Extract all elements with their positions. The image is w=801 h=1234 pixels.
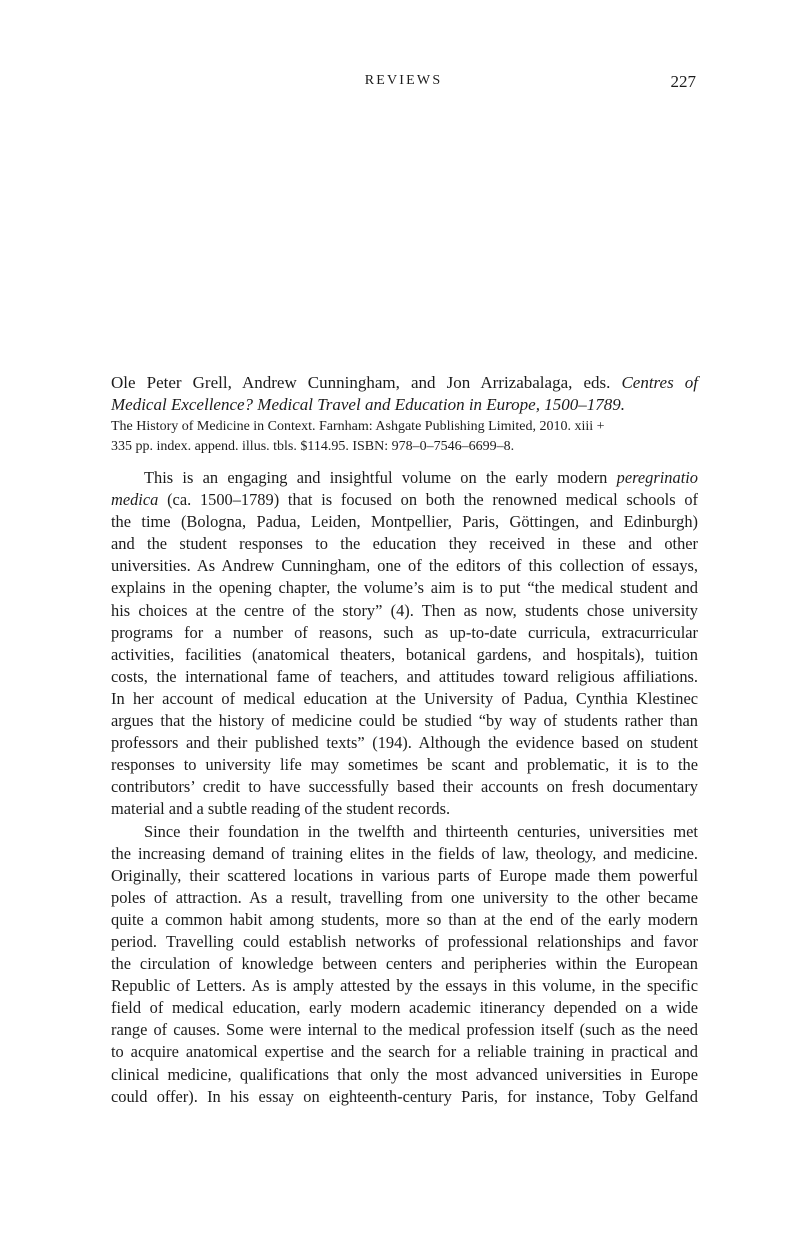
text-line: Since their foundation in the twelfth and thirteenth centuries, universities met bbox=[144, 821, 698, 841]
text-line: range of causes. Some were internal to the medical profession itself (such as the need bbox=[111, 1020, 698, 1040]
text-line: responses to university life may sometimes be scant and problematic, it is to the bbox=[111, 755, 698, 775]
page-number: 227 bbox=[670, 72, 696, 91]
text-line: Originally, their scattered locations in various parts of Europe made them powerful bbox=[111, 865, 698, 885]
italic-term: peregrinatio bbox=[616, 468, 698, 487]
text-line: could offer). In his essay on eighteenth-century Paris, for instance, Toby Gelfand bbox=[111, 1086, 698, 1106]
running-head bbox=[0, 73, 801, 97]
text-line: the circulation of knowledge between centers and peripheries within the European bbox=[111, 954, 698, 974]
text-line: material and a subtle reading of the student records. bbox=[111, 799, 451, 819]
text-line bbox=[111, 467, 698, 489]
text-line bbox=[111, 489, 698, 511]
text-line: argues that the history of medicine could be studied “by way of students rather than bbox=[111, 711, 698, 731]
section-title: REVIEWS bbox=[364, 73, 443, 88]
citation-meta-line: 335 pp. index. append. illus. tbls. $114.95. ISBN: 978–0–7546–6699–8. bbox=[111, 438, 515, 454]
paragraph-1 bbox=[111, 467, 698, 821]
text-line: the increasing demand of training elites in the fields of law, theology, and medicine. bbox=[111, 843, 698, 863]
text-line: clinical medicine, qualifications that only the most advanced universities in Europe bbox=[111, 1064, 698, 1084]
text-line: universities. As Andrew Cunningham, one of the editors of this collection of essays, bbox=[111, 556, 698, 576]
review-body bbox=[111, 467, 698, 1108]
text-line: costs, the international fame of teachers, and attitudes toward religious affiliations. bbox=[111, 666, 698, 686]
text-line: poles of attraction. As a result, travelling from one university to the other became bbox=[111, 887, 698, 907]
citation-title-start: Centres of bbox=[621, 373, 698, 392]
text-line: explains in the opening chapter, the volume’s aim is to put “the medical student and bbox=[111, 578, 698, 598]
text-line: period. Travelling could establish networks of professional relationships and favor bbox=[111, 931, 698, 951]
text-line: to acquire anatomical expertise and the search for a reliable training in practical and bbox=[111, 1042, 698, 1062]
text-line: field of medical education, early modern academic itinerancy depended on a wide bbox=[111, 998, 698, 1018]
citation-publication-details bbox=[111, 417, 698, 456]
text-line: the time (Bologna, Padua, Leiden, Montpellier, Paris, Göttingen, and Edinburgh) bbox=[111, 512, 698, 532]
text-line: programs for a number of reasons, such as up-to-date curricula, extracurricular bbox=[111, 622, 698, 642]
citation-meta-line: The History of Medicine in Context. Farnham: Ashgate Publishing Limited, 2010. xiii + bbox=[111, 419, 605, 434]
italic-term: medica bbox=[111, 490, 159, 510]
text-span: (ca. 1500–1789) that is focused on both the renowned medical schools of bbox=[158, 490, 698, 510]
text-span: This is an engaging and insightful volume on the early modern bbox=[144, 468, 617, 487]
citation-line bbox=[111, 372, 698, 394]
text-line: and the student responses to the education they received in these and other bbox=[111, 534, 698, 554]
text-line: his choices at the centre of the story” (4). Then as now, students chose university bbox=[111, 600, 698, 620]
citation-line bbox=[111, 394, 698, 416]
text-line: quite a common habit among students, more so than at the end of the early modern bbox=[111, 909, 698, 929]
citation-title-end: Medical Excellence? Medical Travel and Education in Europe, 1500–1789. bbox=[111, 395, 625, 414]
book-citation bbox=[111, 372, 698, 456]
text-line: professors and their published texts” (194). Although the evidence based on student bbox=[111, 733, 698, 753]
text-line: Republic of Letters. As is amply attested by the essays in this volume, in the specific bbox=[111, 976, 698, 996]
text-line: In her account of medical education at the University of Padua, Cynthia Klestinec bbox=[111, 688, 698, 708]
text-line: activities, facilities (anatomical theaters, botanical gardens, and hospitals), tuition bbox=[111, 644, 698, 664]
citation-editors: Ole Peter Grell, Andrew Cunningham, and Jon Arrizabalaga, eds. bbox=[111, 373, 622, 392]
paragraph-2 bbox=[111, 821, 698, 1108]
text-line: contributors’ credit to have successfully based their accounts on fresh documentary bbox=[111, 777, 698, 797]
